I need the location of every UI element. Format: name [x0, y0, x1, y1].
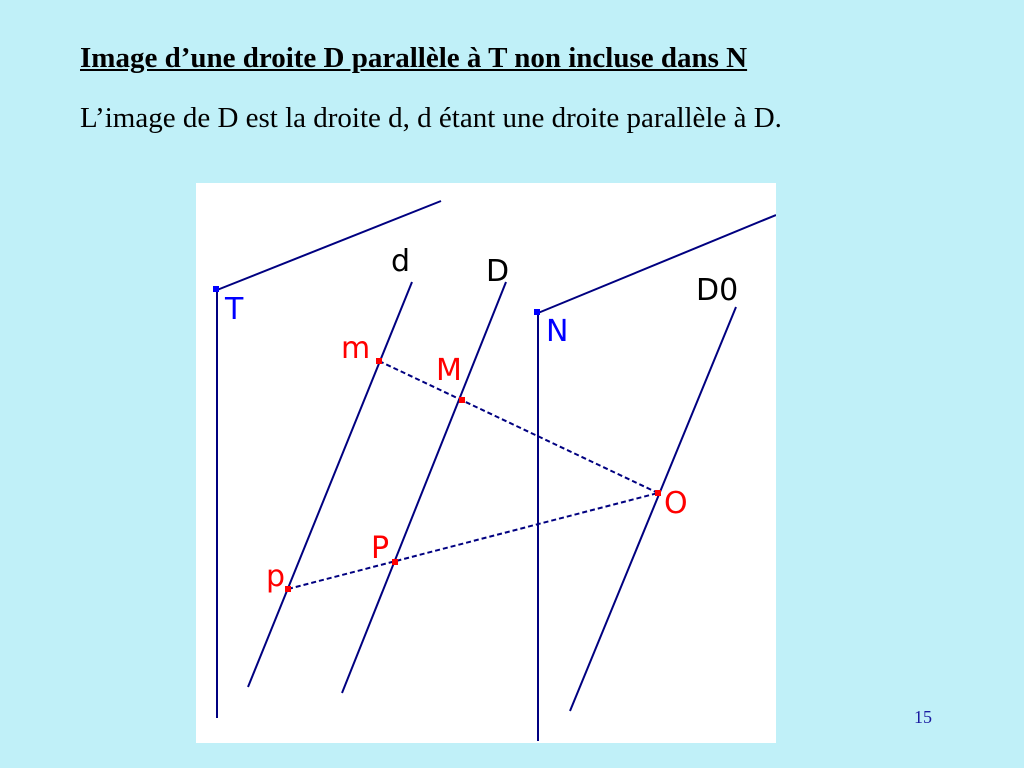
slide-title: Image d’une droite D parallèle à T non incluse dans N: [80, 42, 748, 74]
slide-subtitle: L’image de D est la droite d, d étant une droite parallèle à D.: [80, 102, 782, 134]
label-point-o: O: [664, 486, 688, 521]
label-point-big-p: P: [371, 531, 390, 566]
page-number: 15: [914, 707, 932, 727]
label-line-d0: D0: [696, 273, 739, 308]
point-p-marker: [285, 586, 291, 592]
label-line-big-d: D: [486, 254, 510, 289]
label-point-p: p: [266, 559, 286, 594]
label-plane-t: T: [225, 292, 244, 327]
line-d: [248, 282, 412, 687]
projection-line-m-o: [379, 361, 658, 493]
point-n-marker: [534, 309, 540, 315]
point-big-m-marker: [459, 397, 465, 403]
label-point-big-m: M: [436, 353, 462, 388]
projection-line-p-o: [288, 493, 658, 589]
label-plane-n: N: [546, 314, 569, 349]
label-line-d: d: [391, 244, 411, 279]
point-o-marker: [655, 490, 661, 496]
point-t-marker: [213, 286, 219, 292]
point-m-marker: [376, 358, 382, 364]
geometry-diagram: [196, 183, 776, 743]
label-point-m: m: [341, 331, 371, 366]
line-d0: [570, 307, 736, 711]
plane-n-top-edge: [538, 215, 776, 313]
point-big-p-marker: [392, 559, 398, 565]
geometry-figure: [196, 183, 776, 743]
